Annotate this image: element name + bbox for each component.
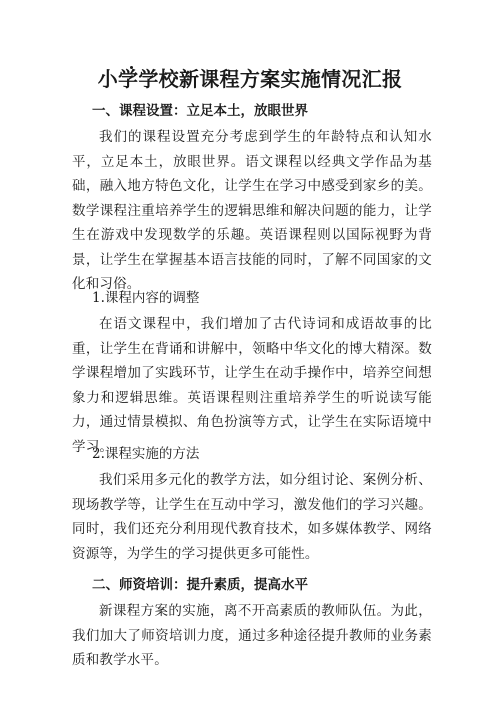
subheading-implementation-methods: 2.课程实施的方法 [92,446,200,462]
paragraph-teacher-training: 新课程方案的实施，离不开高素质的教师队伍。为此，我们加大了师资培训力度，通过多种途径提升教师的业务素质和教学水平。 [72,603,432,668]
section-heading-teacher-training: 二、师资培训：提升素质，提高水平 [92,577,308,593]
paragraph-content-adjustment: 在语文课程中，我们增加了古代诗词和成语故事的比重，让学生在背诵和讲解中，领略中华文化的博大精深。数学课程增加了实践环节，让学生在动手操作中，培养空间想象力和逻辑思维。英语课程则注重培养学生的听说读写能力，通过情景模拟、角色扮演等方式，让学生在实际语境中学习。 [72,316,432,455]
document-title: 小学学校新课程方案实施情况汇报 [97,67,403,91]
section-heading-curriculum: 一、课程设置：立足本土，放眼世界 [92,103,308,119]
paragraph-curriculum-intro: 我们的课程设置充分考虑到学生的年龄特点和认知水平，立足本土，放眼世界。语文课程以经典文学作品为基础，融入地方特色文化，让学生在学习中感受到家乡的美。数学课程注重培养学生的逻辑思维和解决问题的能力，让学生在游戏中发现数学的乐趣。英语课程则以国际视野为背景，让学生在掌握基本语言技能的同时，了解不同国家的文化和习俗。 [72,129,432,292]
subheading-content-adjustment: 1.课程内容的调整 [92,290,200,306]
paragraph-implementation-methods: 我们采用多元化的教学方法，如分组讨论、案例分析、现场教学等，让学生在互动中学习，激发他们的学习兴趣。同时，我们还充分利用现代教育技术，如多媒体教学、网络资源等，为学生的学习提供更多可能性。 [72,472,432,562]
